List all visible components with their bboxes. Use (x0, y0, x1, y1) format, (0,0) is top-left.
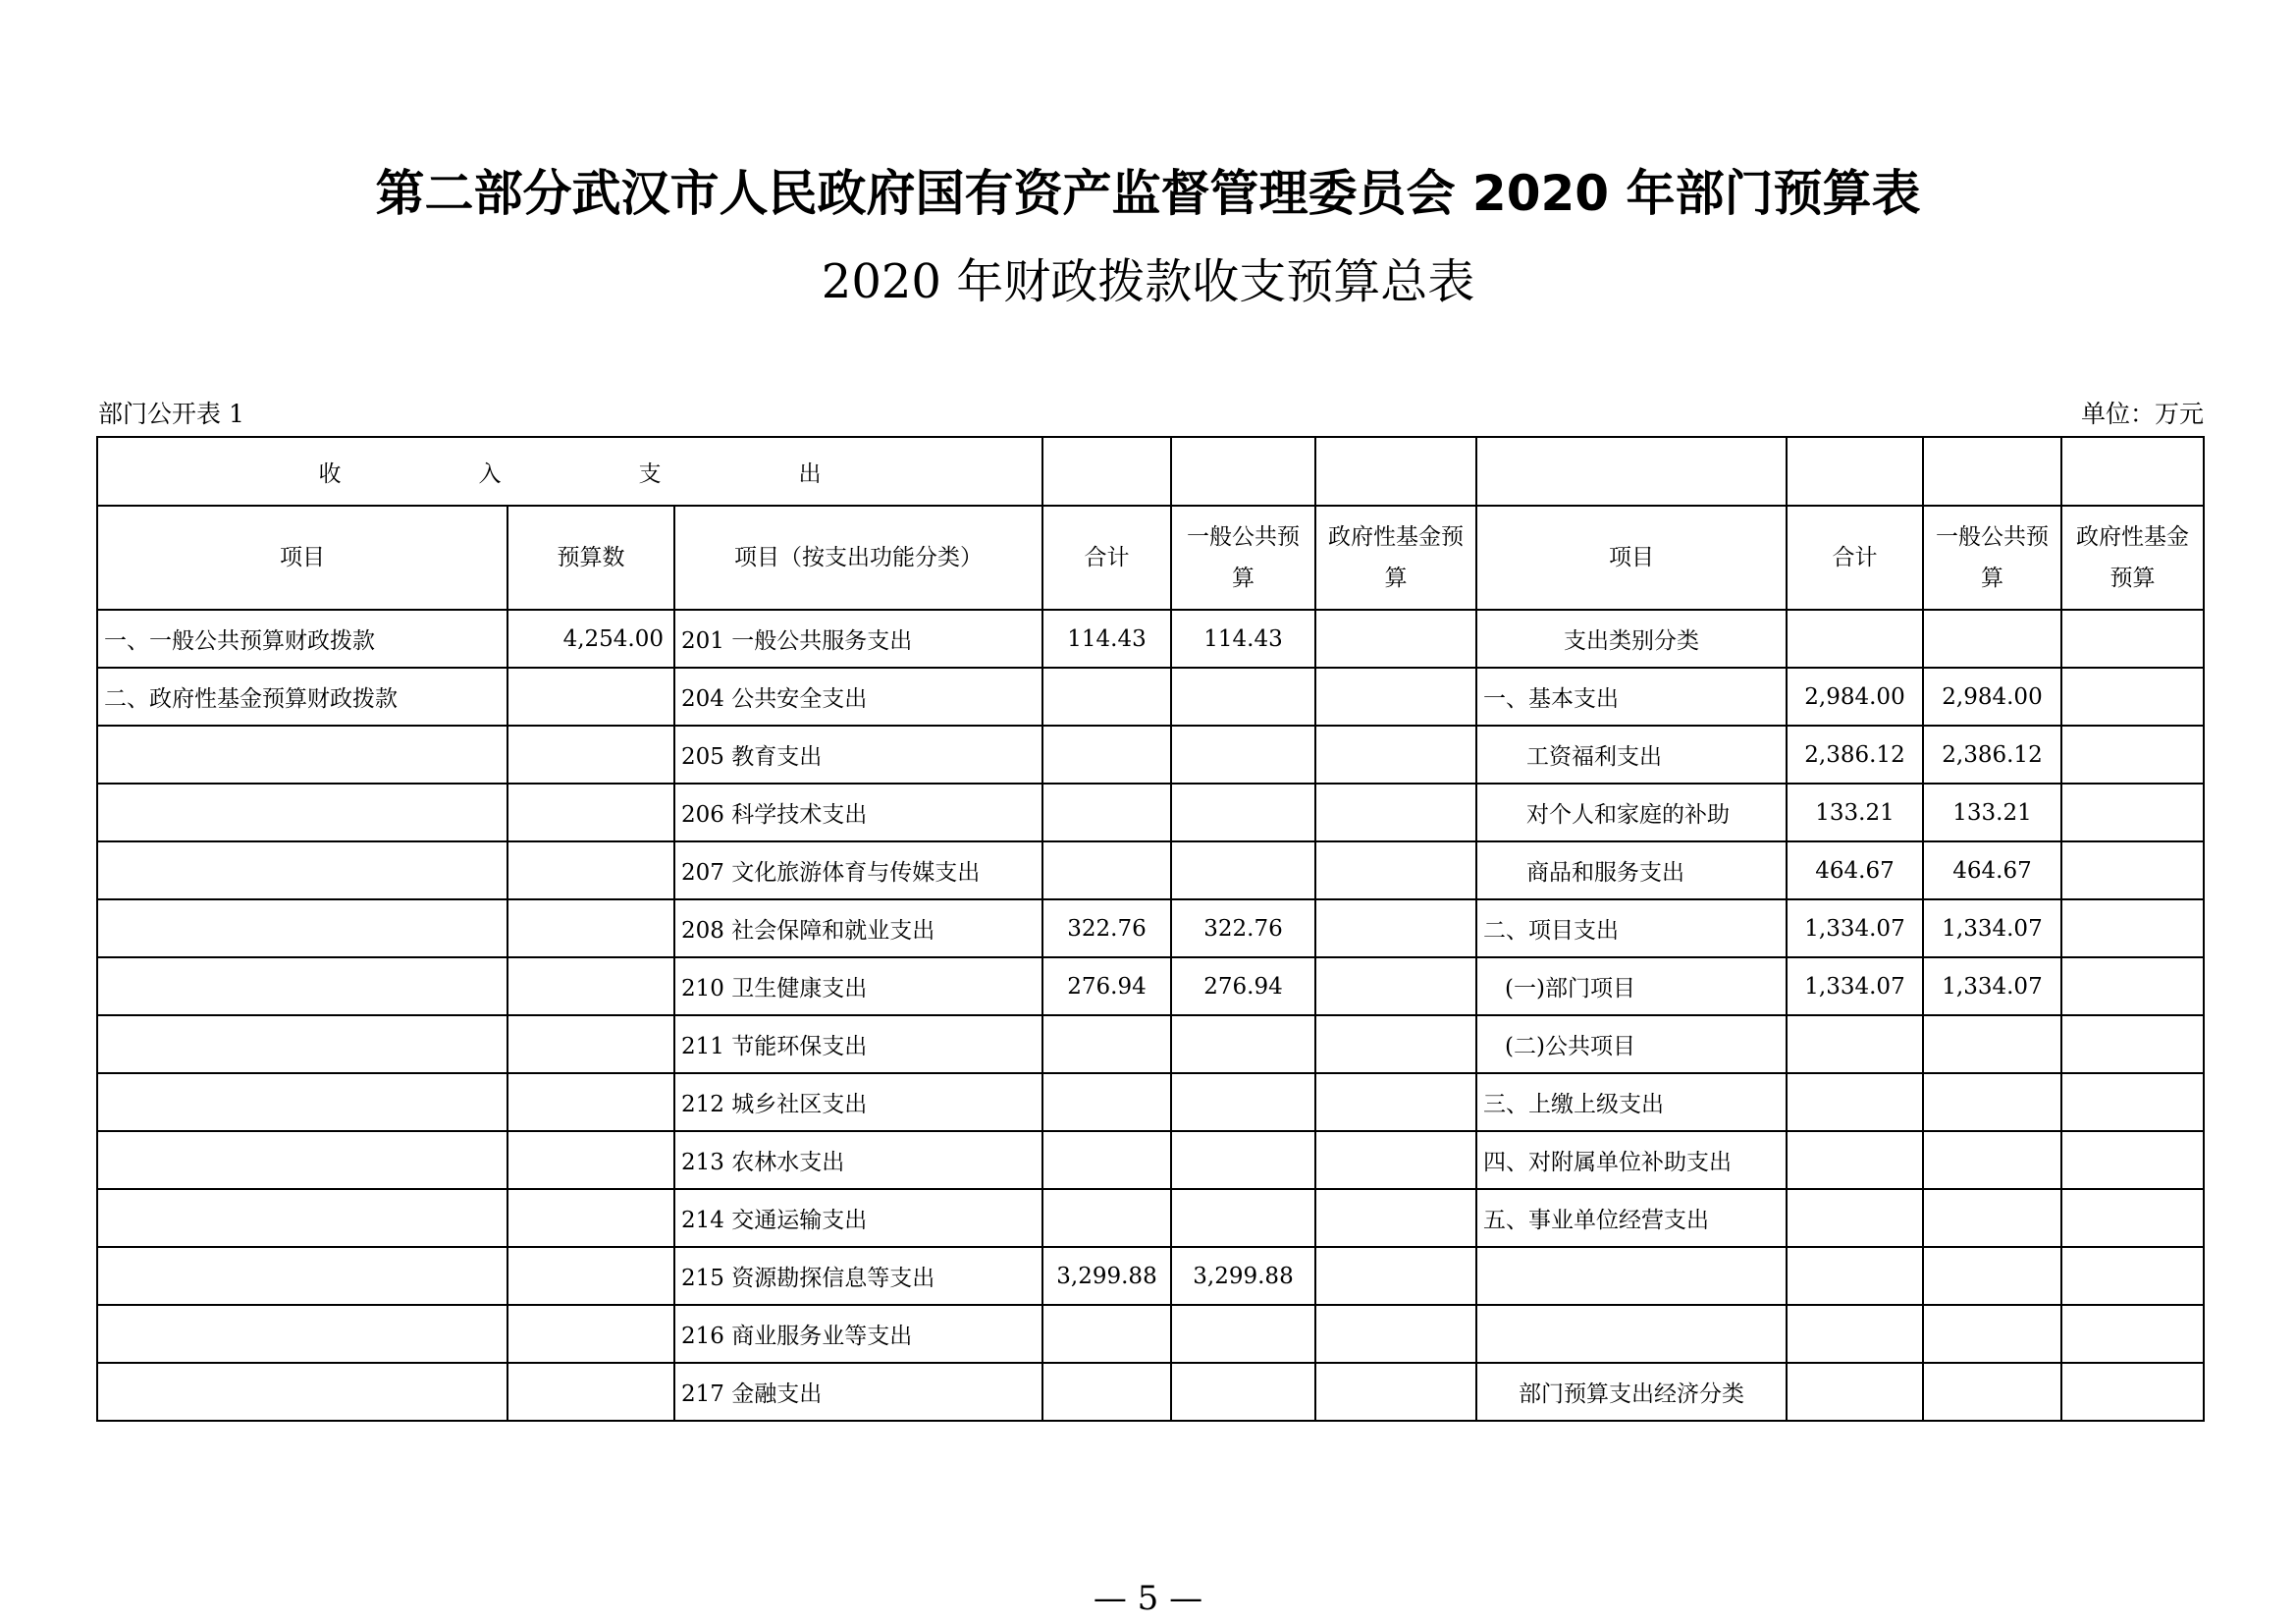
economic-fund-cell (2061, 1131, 2204, 1189)
income-item-cell (97, 1073, 507, 1131)
header-function-item: 项目（按支出功能分类） (674, 506, 1042, 610)
economic-general-cell: 2,984.00 (1923, 668, 2061, 726)
economic-total-cell (1787, 1363, 1923, 1421)
economic-general-cell: 1,334.07 (1923, 957, 2061, 1015)
economic-fund-cell (2061, 957, 2204, 1015)
economic-item-cell (1476, 1247, 1787, 1305)
function-total-cell: 322.76 (1042, 899, 1171, 957)
header-fund-budget: 政府性基金预算 (1315, 506, 1476, 610)
function-fund-cell (1315, 726, 1476, 784)
function-item-cell: 212 城乡社区支出 (674, 1073, 1042, 1131)
income-item-cell (97, 1363, 507, 1421)
economic-item-cell (1476, 1305, 1787, 1363)
function-general-cell (1171, 1189, 1315, 1247)
table-row (97, 841, 2204, 899)
function-fund-cell (1315, 1189, 1476, 1247)
function-general-cell (1171, 1015, 1315, 1073)
function-general-cell (1171, 1073, 1315, 1131)
economic-item-cell: 工资福利支出 (1476, 726, 1787, 784)
economic-total-cell (1787, 1015, 1923, 1073)
function-general-cell (1171, 841, 1315, 899)
income-budget-cell (507, 1073, 674, 1131)
economic-fund-cell (2061, 899, 2204, 957)
economic-item-cell: (二)公共项目 (1476, 1015, 1787, 1073)
function-total-cell (1042, 1015, 1171, 1073)
function-item-cell: 201 一般公共服务支出 (674, 610, 1042, 668)
function-fund-cell (1315, 1305, 1476, 1363)
economic-item-cell: 对个人和家庭的补助 (1476, 784, 1787, 841)
header-income-budget: 预算数 (507, 506, 674, 610)
header-total: 合计 (1042, 506, 1171, 610)
function-item-cell: 215 资源勘探信息等支出 (674, 1247, 1042, 1305)
economic-item-cell: 商品和服务支出 (1476, 841, 1787, 899)
economic-general-cell (1923, 610, 2061, 668)
table-row (97, 1015, 2204, 1073)
function-total-cell (1042, 784, 1171, 841)
economic-total-cell (1787, 1247, 1923, 1305)
economic-fund-cell (2061, 784, 2204, 841)
function-item-cell: 217 金融支出 (674, 1363, 1042, 1421)
function-fund-cell (1315, 1363, 1476, 1421)
function-item-cell: 204 公共安全支出 (674, 668, 1042, 726)
income-item-cell (97, 784, 507, 841)
function-item-cell: 211 节能环保支出 (674, 1015, 1042, 1073)
table-row (97, 1363, 2204, 1421)
income-budget-cell (507, 899, 674, 957)
economic-fund-cell (2061, 841, 2204, 899)
income-item-cell (97, 841, 507, 899)
function-fund-cell (1315, 784, 1476, 841)
economic-total-cell (1787, 1189, 1923, 1247)
income-item-cell (97, 1015, 507, 1073)
header-general-budget: 一般公共预算 (1171, 506, 1315, 610)
table-row (97, 726, 2204, 784)
income-item-cell (97, 1189, 507, 1247)
function-total-cell (1042, 668, 1171, 726)
function-general-cell (1171, 1305, 1315, 1363)
table-row (97, 1305, 2204, 1363)
income-item-cell: 一、一般公共预算财政拨款 (97, 610, 507, 668)
function-total-cell (1042, 1305, 1171, 1363)
income-budget-cell (507, 1363, 674, 1421)
economic-total-cell: 1,334.07 (1787, 957, 1923, 1015)
table-row (97, 784, 2204, 841)
economic-general-cell (1923, 1015, 2061, 1073)
function-general-cell (1171, 1363, 1315, 1421)
economic-total-cell (1787, 1305, 1923, 1363)
function-item-cell: 216 商业服务业等支出 (674, 1305, 1042, 1363)
function-total-cell: 3,299.88 (1042, 1247, 1171, 1305)
header-economic-item: 项目 (1476, 506, 1787, 610)
table-subtitle: 2020 年财政拨款收支预算总表 (821, 254, 1475, 309)
economic-item-cell: 部门预算支出经济分类 (1476, 1363, 1787, 1421)
economic-item-cell: 二、项目支出 (1476, 899, 1787, 957)
function-fund-cell (1315, 1073, 1476, 1131)
function-item-cell: 214 交通运输支出 (674, 1189, 1042, 1247)
header-char-3: 支 (638, 460, 662, 487)
function-total-cell: 114.43 (1042, 610, 1171, 668)
table-row (97, 899, 2204, 957)
income-expense-header (97, 437, 1042, 506)
function-total-cell (1042, 841, 1171, 899)
document-title: 第二部分武汉市人民政府国有资产监督管理委员会 2020 年部门预算表 (375, 165, 1921, 222)
economic-item-cell: (一)部门项目 (1476, 957, 1787, 1015)
economic-general-cell (1923, 1073, 2061, 1131)
function-fund-cell (1315, 957, 1476, 1015)
income-budget-cell (507, 1247, 674, 1305)
economic-item-cell: 三、上缴上级支出 (1476, 1073, 1787, 1131)
economic-total-cell (1787, 1073, 1923, 1131)
economic-total-cell: 133.21 (1787, 784, 1923, 841)
function-general-cell: 114.43 (1171, 610, 1315, 668)
economic-fund-cell (2061, 668, 2204, 726)
function-general-cell: 3,299.88 (1171, 1247, 1315, 1305)
income-budget-cell: 4,254.00 (507, 610, 674, 668)
function-total-cell (1042, 1131, 1171, 1189)
function-fund-cell (1315, 668, 1476, 726)
table-row (97, 668, 2204, 726)
table-row (97, 957, 2204, 1015)
economic-item-cell: 五、事业单位经营支出 (1476, 1189, 1787, 1247)
function-fund-cell (1315, 899, 1476, 957)
function-item-cell: 210 卫生健康支出 (674, 957, 1042, 1015)
income-item-cell (97, 957, 507, 1015)
income-item-cell (97, 726, 507, 784)
income-item-cell: 二、政府性基金预算财政拨款 (97, 668, 507, 726)
function-general-cell (1171, 1131, 1315, 1189)
function-general-cell (1171, 726, 1315, 784)
function-item-cell: 213 农林水支出 (674, 1131, 1042, 1189)
economic-total-cell: 464.67 (1787, 841, 1923, 899)
function-fund-cell (1315, 610, 1476, 668)
header-row (97, 506, 2204, 610)
function-fund-cell (1315, 1131, 1476, 1189)
income-item-cell (97, 1305, 507, 1363)
economic-item-cell: 支出类别分类 (1476, 610, 1787, 668)
function-item-cell: 206 科学技术支出 (674, 784, 1042, 841)
table-row (97, 1247, 2204, 1305)
income-budget-cell (507, 1305, 674, 1363)
header-income-item: 项目 (97, 506, 507, 610)
economic-item-cell: 一、基本支出 (1476, 668, 1787, 726)
economic-total-cell (1787, 610, 1923, 668)
economic-general-cell (1923, 1305, 2061, 1363)
function-total-cell (1042, 1073, 1171, 1131)
function-fund-cell (1315, 1247, 1476, 1305)
function-item-cell: 205 教育支出 (674, 726, 1042, 784)
income-budget-cell (507, 1131, 674, 1189)
header-row-top (97, 437, 2204, 506)
economic-item-cell: 四、对附属单位补助支出 (1476, 1131, 1787, 1189)
income-budget-cell (507, 1189, 674, 1247)
table-code: 部门公开表 1 (98, 400, 244, 428)
economic-general-cell: 1,334.07 (1923, 899, 2061, 957)
economic-total-cell: 2,984.00 (1787, 668, 1923, 726)
income-item-cell (97, 1247, 507, 1305)
function-total-cell (1042, 1363, 1171, 1421)
economic-general-cell (1923, 1189, 2061, 1247)
table-row (97, 1073, 2204, 1131)
income-budget-cell (507, 726, 674, 784)
economic-total-cell: 2,386.12 (1787, 726, 1923, 784)
economic-general-cell (1923, 1247, 2061, 1305)
economic-total-cell (1787, 1131, 1923, 1189)
income-budget-cell (507, 1015, 674, 1073)
table-row (97, 1189, 2204, 1247)
header-fund-budget-2: 政府性基金预算 (2061, 506, 2204, 610)
page-number: — 5 — (1093, 1579, 1203, 1618)
header-char-2: 入 (478, 460, 502, 487)
function-general-cell (1171, 668, 1315, 726)
economic-total-cell: 1,334.07 (1787, 899, 1923, 957)
function-total-cell: 276.94 (1042, 957, 1171, 1015)
economic-fund-cell (2061, 1363, 2204, 1421)
function-general-cell: 322.76 (1171, 899, 1315, 957)
header-total-2: 合计 (1787, 506, 1923, 610)
economic-general-cell (1923, 1363, 2061, 1421)
economic-fund-cell (2061, 610, 2204, 668)
function-fund-cell (1315, 1015, 1476, 1073)
function-total-cell (1042, 1189, 1171, 1247)
economic-general-cell: 2,386.12 (1923, 726, 2061, 784)
budget-table (96, 436, 2205, 1422)
function-item-cell: 207 文化旅游体育与传媒支出 (674, 841, 1042, 899)
economic-fund-cell (2061, 1073, 2204, 1131)
income-budget-cell (507, 668, 674, 726)
economic-fund-cell (2061, 1247, 2204, 1305)
economic-fund-cell (2061, 1189, 2204, 1247)
function-total-cell (1042, 726, 1171, 784)
table-row (97, 610, 2204, 668)
function-item-cell: 208 社会保障和就业支出 (674, 899, 1042, 957)
header-general-budget-2: 一般公共预算 (1923, 506, 2061, 610)
function-general-cell (1171, 784, 1315, 841)
header-char-1: 收 (318, 460, 342, 487)
function-general-cell: 276.94 (1171, 957, 1315, 1015)
economic-fund-cell (2061, 726, 2204, 784)
table-row (97, 1131, 2204, 1189)
header-char-4: 出 (798, 460, 822, 487)
economic-fund-cell (2061, 1015, 2204, 1073)
unit-label: 单位：万元 (2080, 400, 2204, 428)
economic-general-cell: 133.21 (1923, 784, 2061, 841)
income-item-cell (97, 899, 507, 957)
economic-general-cell: 464.67 (1923, 841, 2061, 899)
income-item-cell (97, 1131, 507, 1189)
economic-general-cell (1923, 1131, 2061, 1189)
income-budget-cell (507, 784, 674, 841)
function-fund-cell (1315, 841, 1476, 899)
income-budget-cell (507, 957, 674, 1015)
income-budget-cell (507, 841, 674, 899)
economic-fund-cell (2061, 1305, 2204, 1363)
